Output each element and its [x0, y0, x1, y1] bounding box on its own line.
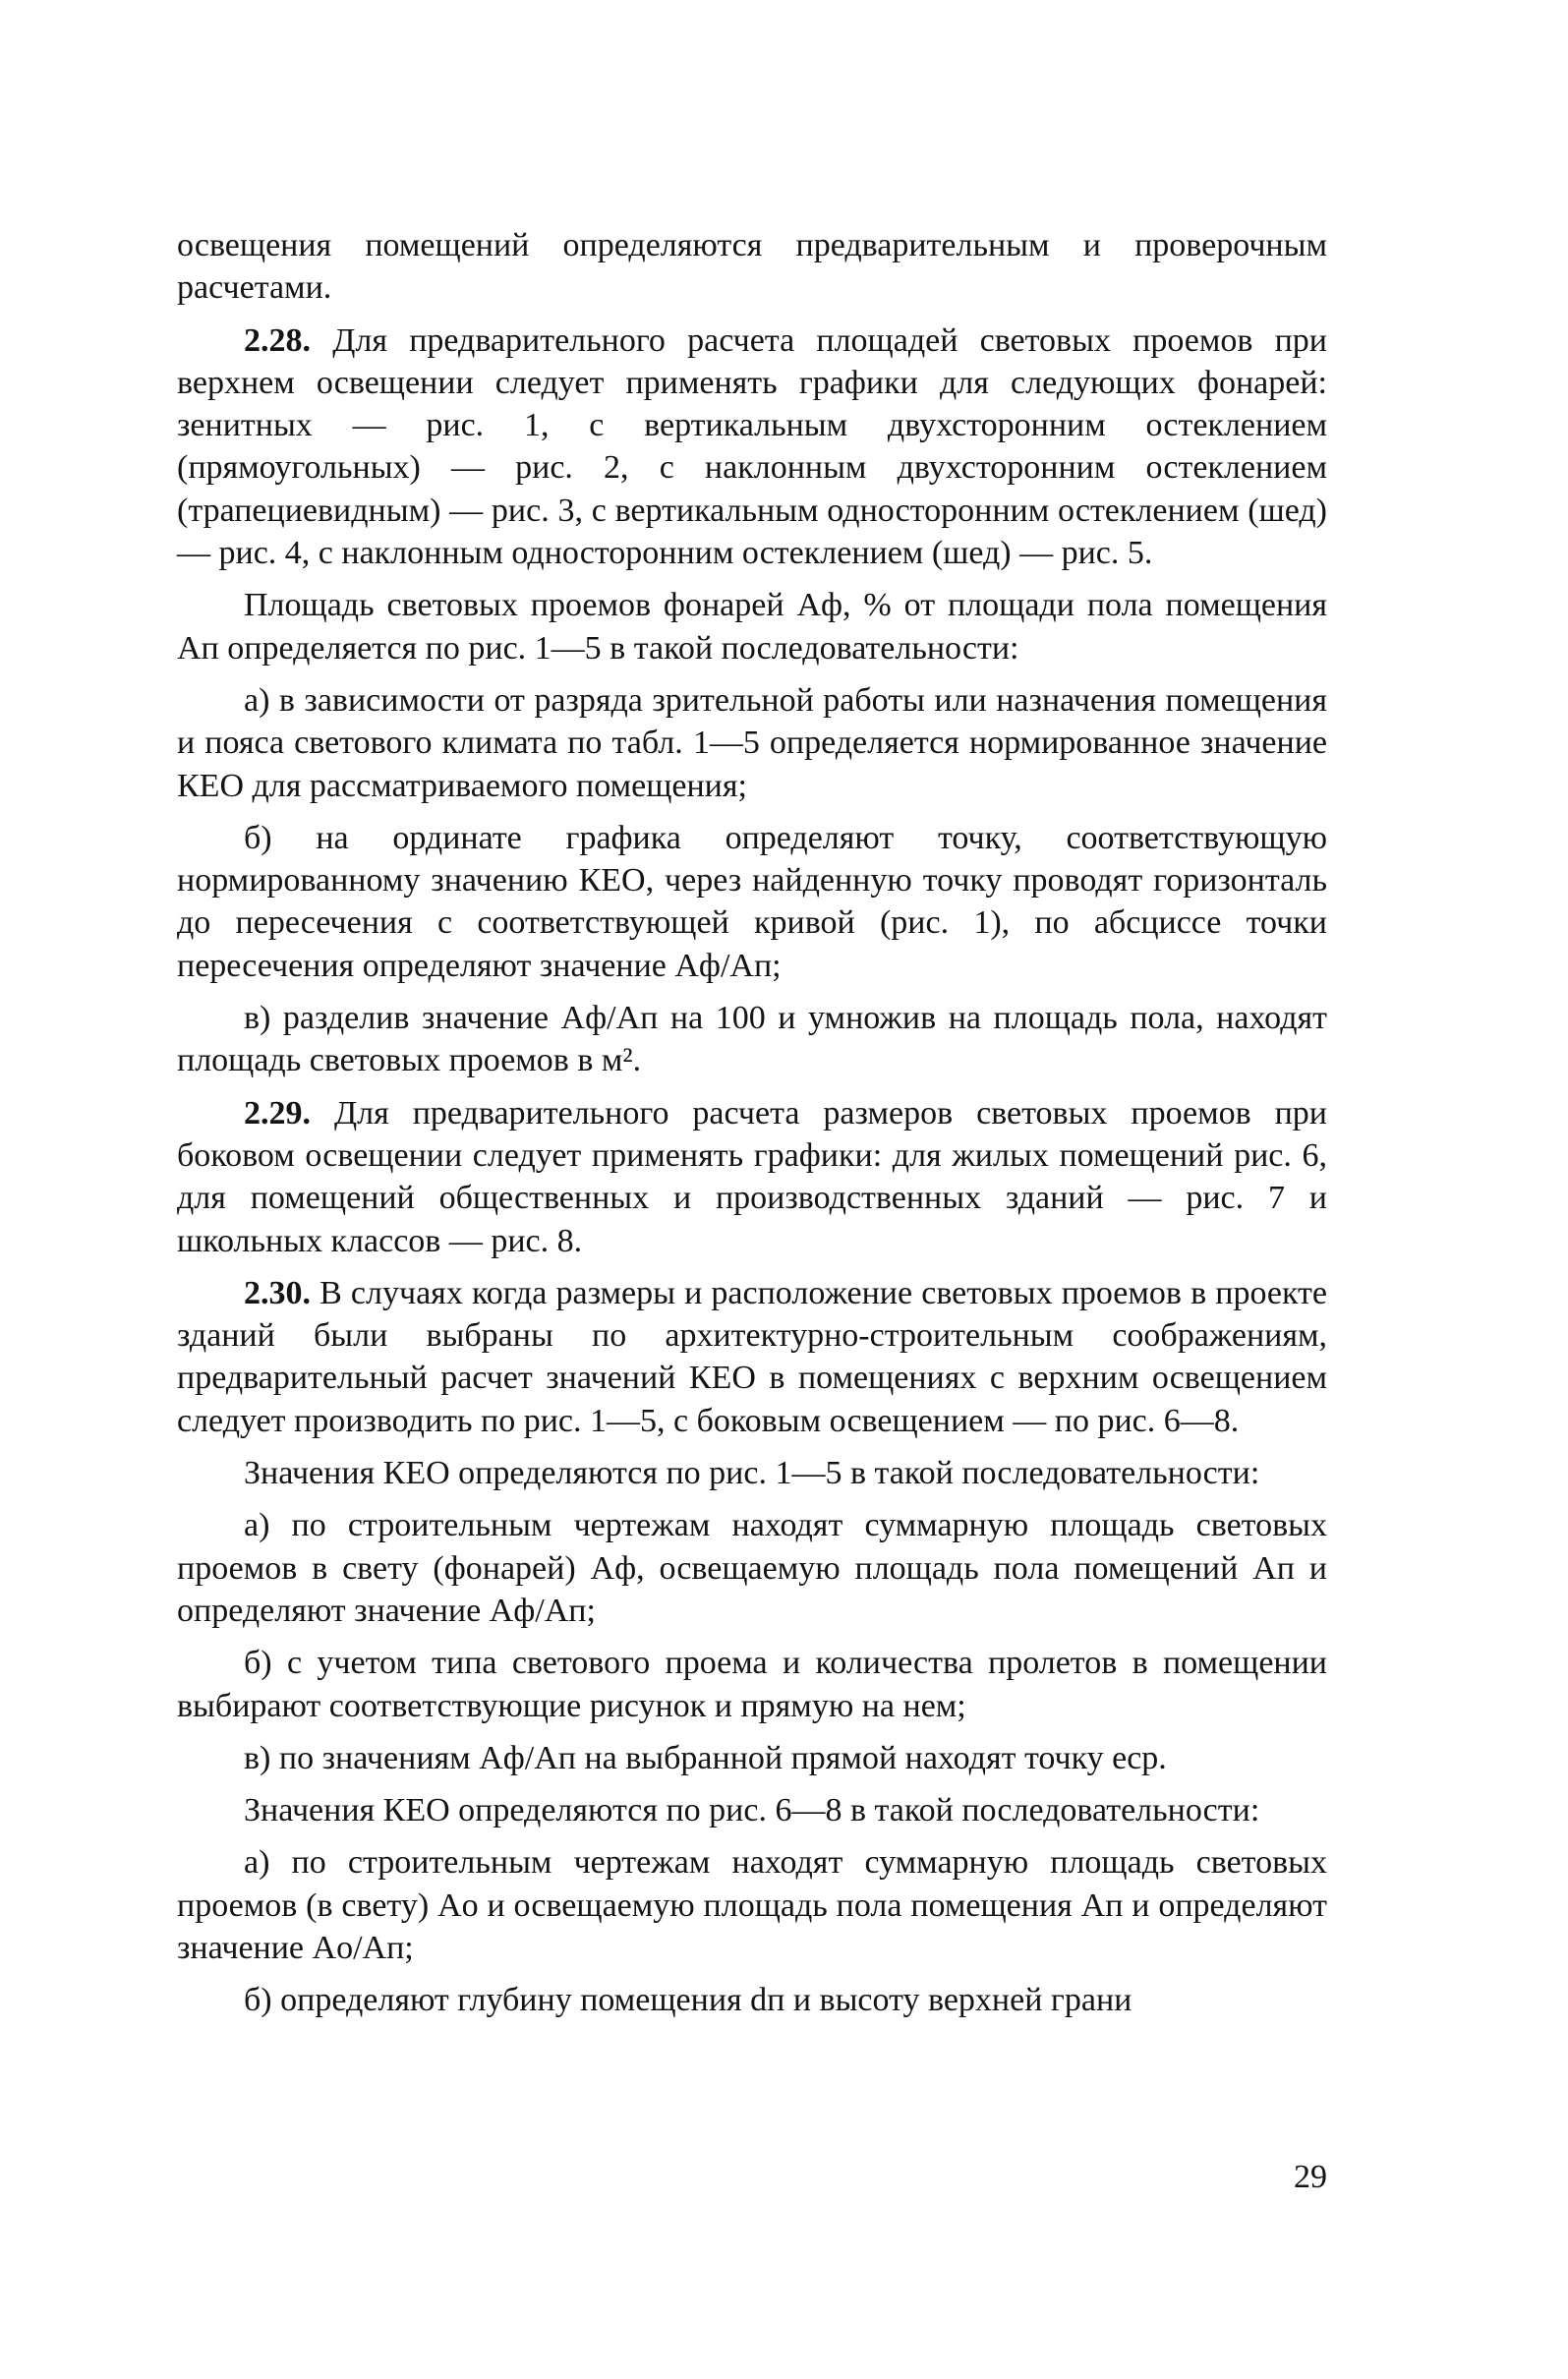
paragraph-text: Для предварительного расчета площадей световых проемов при верхнем освещении следует применять графики для следующих фонарей: зенитных — рис. 1, с вертикальным двухсторонним остеклением (прямоугольных) — рис. 2, с наклонным двухсторонним остеклением (трапециевидным) — рис. 3, с вертикальным односторонним остеклением (шед) — рис. 4, с наклонным односторонним остеклением (шед) — рис. 5. [177, 321, 1327, 572]
clause-number: 2.30. [244, 1274, 311, 1311]
paragraph [177, 997, 1327, 1082]
paragraph [177, 224, 1327, 310]
paragraph [177, 1642, 1327, 1727]
clause-number: 2.28. [244, 321, 311, 359]
paragraph [177, 817, 1327, 987]
paragraph [177, 319, 1327, 575]
paragraph-text: освещения помещений определяются предварительным и проверочным расчетами. [177, 227, 1327, 307]
paragraph [177, 1092, 1327, 1262]
paragraph-text: б) на ординате графика определяют точку, соответствующую нормированному значению КЕО, через найденную точку проводят горизонталь до пересечения с соответствующей кривой (рис. 1), по абсциссе точки пересечения определяют значение Aф/Aп; [177, 819, 1327, 984]
paragraph-text: в) по значениям Aф/Aп на выбранной прямой находят точку eср. [244, 1739, 1167, 1776]
paragraph-text: Площадь световых проемов фонарей Aф, % от площади пола помещения Aп определяется по рис. 1—5 в такой последовательности: [177, 587, 1327, 667]
paragraph [177, 1452, 1327, 1494]
paragraph-text: в) разделив значение Aф/Aп на 100 и умножив на площадь пола, находят площадь световых проемов в м². [177, 1000, 1327, 1079]
clause-number: 2.29. [244, 1094, 311, 1131]
paragraph [177, 1979, 1327, 2021]
body-text [177, 224, 1327, 2032]
paragraph-text: В случаях когда размеры и расположение световых проемов в проекте зданий были выбраны по архитектурно-строительным соображениям, предварительный расчет значений КЕО в помещениях с верхним освещением следует производить по рис. 1—5, с боковым освещением — по рис. 6—8. [177, 1274, 1327, 1439]
paragraph [177, 1272, 1327, 1442]
paragraph-text: б) определяют глубину помещения dп и высоту верхней грани [244, 1982, 1132, 2019]
paragraph [177, 1504, 1327, 1632]
paragraph-text: а) в зависимости от разряда зрительной работы или назначения помещения и пояса светового климата по табл. 1—5 определяется нормированное значение КЕО для рассматриваемого помещения; [177, 681, 1327, 804]
paragraph [177, 1841, 1327, 1969]
paragraph [177, 679, 1327, 807]
paragraph-text: а) по строительным чертежам находят суммарную площадь световых проемов (в свету) Aо и освещаемую площадь пола помещения Aп и определяют значение Aо/Aп; [177, 1844, 1327, 1966]
paragraph [177, 584, 1327, 669]
paragraph [177, 1737, 1327, 1779]
paragraph-text: б) с учетом типа светового проема и количества пролетов в помещении выбирают соответствующие рисунок и прямую на нем; [177, 1645, 1327, 1724]
paragraph [177, 1789, 1327, 1831]
page-number: 29 [1294, 2159, 1327, 2195]
paragraph-text: Для предварительного расчета размеров световых проемов при боковом освещении следует применять графики: для жилых помещений рис. 6, для помещений общественных и производственных зданий — рис. 7 и школьных классов — рис. 8. [177, 1094, 1327, 1259]
paragraph-text: Значения КЕО определяются по рис. 1—5 в такой последовательности: [244, 1455, 1260, 1492]
paragraph-text: Значения КЕО определяются по рис. 6—8 в такой последовательности: [244, 1792, 1260, 1829]
paragraph-text: а) по строительным чертежам находят суммарную площадь световых проемов в свету (фонарей) Aф, освещаемую площадь пола помещений Aп и определяют значение Aф/Aп; [177, 1507, 1327, 1629]
